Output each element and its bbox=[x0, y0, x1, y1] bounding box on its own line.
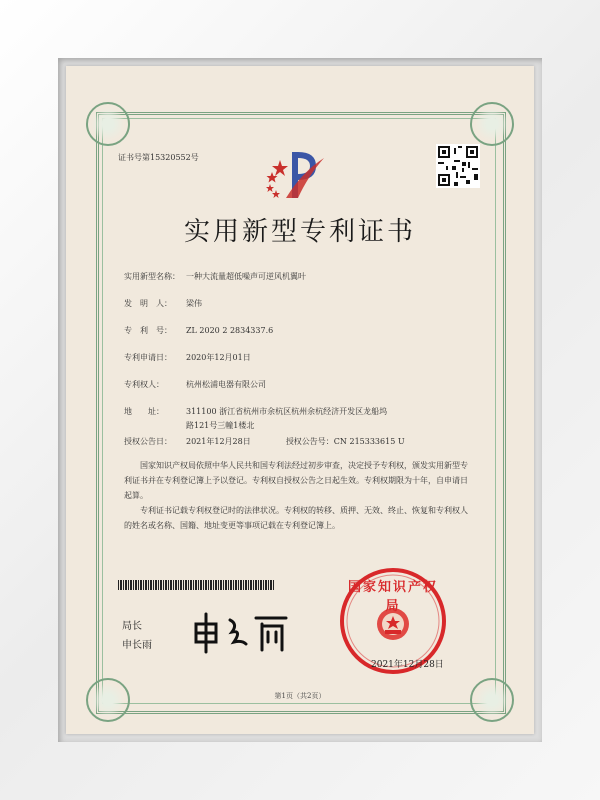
certificate-number: 证书号第15320552号 bbox=[118, 153, 199, 162]
field-value: 梁伟 bbox=[186, 299, 202, 308]
barcode-icon bbox=[118, 580, 274, 590]
field-row bbox=[124, 420, 254, 431]
field-label: 专利申请日： bbox=[124, 353, 172, 362]
director-title: 局长 bbox=[122, 621, 142, 632]
corner-ornament-icon bbox=[470, 102, 514, 146]
legal-paragraph: 专利证书记载专利权登记时的法律状况。专利权的转移、质押、无效、终止、恢复和专利权人的姓名或名称、国籍、地址变更等事项记载在专利登记簿上。 bbox=[124, 506, 468, 530]
field-label: 发 明 人： bbox=[124, 299, 172, 308]
field-value: 一种大流量超低噪声可逆风机翼叶 bbox=[186, 272, 306, 281]
certificate-paper bbox=[66, 66, 534, 734]
field-value: ZL 2020 2 2834337.6 bbox=[186, 326, 274, 335]
certificate-title: 实用新型专利证书 bbox=[183, 217, 416, 247]
field-value: 2021年12月28日 bbox=[186, 437, 251, 446]
seal-text: 国家知识产权局 bbox=[348, 580, 439, 614]
field-row bbox=[124, 298, 202, 309]
director-name: 申长雨 bbox=[122, 640, 152, 651]
field-label: 专利权人： bbox=[124, 380, 164, 389]
corner-ornament-icon bbox=[86, 102, 130, 146]
legal-paragraph: 国家知识产权局依照中华人民共和国专利法经过初步审查，决定授予专利权，颁发实用新型专利证书并在专利登记簿上予以登记。专利权自授权公告之日起生效。专利权期限为十年，自申请日起算。 bbox=[124, 461, 468, 500]
field-label: 专 利 号： bbox=[124, 326, 172, 335]
field-label: 授权公告日： bbox=[124, 437, 172, 446]
signature-icon bbox=[186, 606, 296, 656]
field-label: 实用新型名称： bbox=[124, 272, 180, 281]
field-row bbox=[124, 436, 405, 447]
patent-logo-icon bbox=[258, 142, 330, 204]
field-value: 杭州松浦电器有限公司 bbox=[186, 380, 266, 389]
publication-number: 授权公告号：CN 215333615 U bbox=[285, 437, 405, 446]
qr-code-icon bbox=[436, 144, 480, 188]
field-row bbox=[124, 271, 306, 282]
field-row bbox=[124, 379, 266, 390]
field-row bbox=[124, 352, 251, 363]
field-row bbox=[124, 325, 273, 336]
field-value: 2020年12月01日 bbox=[186, 353, 251, 362]
field-row bbox=[124, 406, 387, 417]
field-label: 地 址： bbox=[124, 407, 164, 416]
seal-date: 2021年12月28日 bbox=[371, 660, 444, 670]
field-value: 路121号三幢1楼北 bbox=[186, 421, 255, 430]
field-value: 311100 浙江省杭州市余杭区杭州余杭经济开发区龙船坞 bbox=[186, 407, 388, 416]
page-number: 第1页（共2页） bbox=[274, 692, 326, 700]
